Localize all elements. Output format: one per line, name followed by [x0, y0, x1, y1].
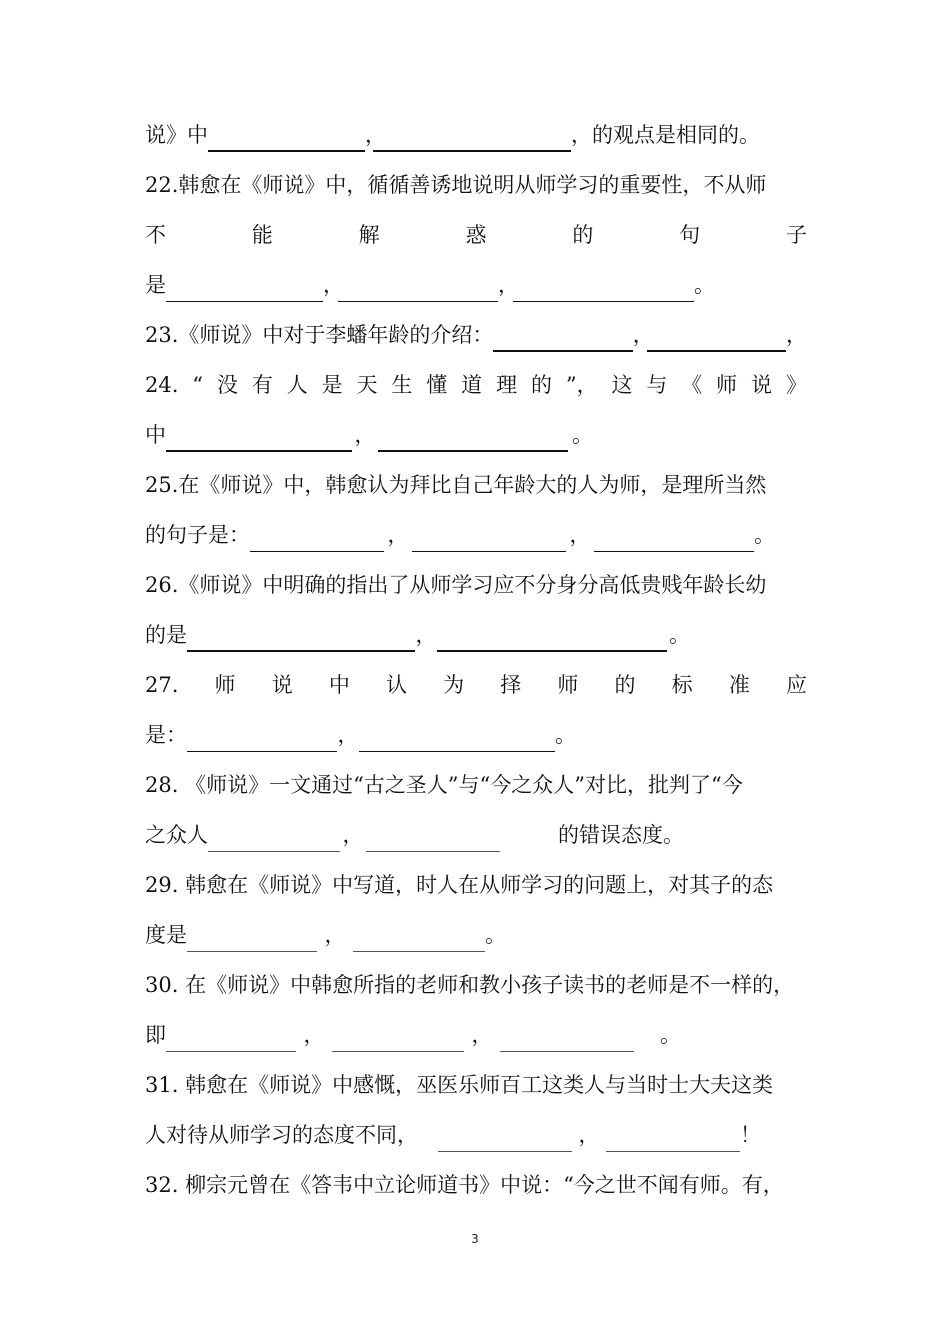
q25-comma-2: ，	[569, 523, 591, 547]
q31-line-1: 31. 韩愈在《师说》中感慨，巫医乐师百工这类人与当时士大夫这类	[145, 1073, 774, 1097]
q22-comma-1: ，	[323, 273, 344, 297]
q23-lead: 23.《师说》中对于李蟠年龄的介绍：	[145, 323, 494, 347]
q27-number: 27.	[145, 673, 179, 697]
q30-blank-2[interactable]	[332, 1032, 464, 1052]
q27-char: 师	[557, 673, 579, 697]
q30-comma-2: ，	[471, 1023, 493, 1047]
q30-blank-1[interactable]	[166, 1032, 296, 1052]
q22-lead: 是	[145, 273, 166, 297]
q30-line-1: 30. 在《师说》中韩愈所指的老师和教小孩子读书的老师是不一样的，	[145, 973, 795, 997]
q26-blank-2[interactable]	[437, 632, 667, 652]
q24-line-1	[145, 368, 807, 402]
q27-char: 准	[728, 673, 750, 697]
q32-line-1: 32. 柳宗元曾在《答韦中立论师道书》中说：“今之世不闻有师。有，	[145, 1173, 784, 1197]
q31-comma: ，	[578, 1123, 600, 1147]
q28-line-1: 28. 《师说》一文通过“古之圣人”与“今之众人”对比，批判了“今	[145, 773, 743, 797]
q28-blank-1[interactable]	[208, 832, 340, 852]
q26-end: 。	[669, 623, 690, 647]
q22-char: 子	[785, 223, 807, 247]
q27-char: 择	[500, 673, 522, 697]
q21-blank-1[interactable]	[208, 132, 365, 152]
q23-comma-1: ，	[632, 323, 654, 347]
q24-end: 。	[572, 423, 593, 447]
q27-char: 说	[271, 673, 293, 697]
q25-line-2	[145, 518, 807, 552]
q24-char: 这	[611, 373, 633, 397]
q25-line-1: 25.在《师说》中，韩愈认为拜比自己年龄大的人为师，是理所当然	[145, 473, 767, 497]
q24-char: 《	[681, 373, 703, 397]
q29-blank-1[interactable]	[187, 932, 317, 952]
q30-comma-1: ，	[303, 1023, 325, 1047]
q24-char: 懂	[426, 373, 448, 397]
q31-blank-2[interactable]	[606, 1132, 740, 1152]
q31-line-2	[145, 1118, 807, 1152]
q21-tail: ，的观点是相同的。	[571, 123, 760, 147]
q24-char: 没	[216, 373, 238, 397]
q30-line-2	[145, 1018, 807, 1052]
q22-blank-2[interactable]	[338, 282, 498, 302]
q22-char: 的	[572, 223, 594, 247]
q22-comma-2: ，	[498, 273, 519, 297]
q27-char: 为	[443, 673, 465, 697]
q24-char: 的	[530, 373, 552, 397]
q27-char: 中	[328, 673, 350, 697]
q22-char: 解	[358, 223, 380, 247]
q23-blank-2[interactable]	[647, 332, 786, 352]
q24-comma: ，	[354, 423, 376, 447]
q27-char: 应	[785, 673, 807, 697]
q26-blank-1[interactable]	[187, 632, 415, 652]
q22-blank-1[interactable]	[166, 282, 323, 302]
q27-blank-2[interactable]	[359, 732, 555, 752]
q28-blank-2[interactable]	[366, 832, 500, 852]
q27-line-2	[145, 718, 807, 752]
q24-char: “	[192, 373, 204, 397]
q30-end: 。	[660, 1023, 681, 1047]
q24-char: ”，	[565, 373, 598, 397]
q24-char: 天	[356, 373, 378, 397]
q25-blank-3[interactable]	[594, 532, 754, 552]
q31-lead: 人对待从师学习的态度不同，	[145, 1123, 418, 1147]
q27-char: 认	[385, 673, 407, 697]
q24-char: 理	[496, 373, 518, 397]
q21-blank-2[interactable]	[373, 132, 571, 152]
q27-end: 。	[555, 723, 576, 747]
q24-line-2	[145, 418, 807, 452]
q26-comma: ，	[415, 623, 437, 647]
q25-blank-1[interactable]	[250, 532, 384, 552]
q27-line-1	[145, 668, 807, 702]
q29-line-1: 29. 韩愈在《师说》中写道，时人在从师学习的问题上，对其子的态	[145, 873, 774, 897]
q24-char: 是	[321, 373, 343, 397]
q24-char: 人	[286, 373, 308, 397]
q28-end: 的错误态度。	[558, 823, 684, 847]
q22-line-2	[145, 218, 807, 252]
q23-blank-1[interactable]	[493, 332, 632, 352]
q25-blank-2[interactable]	[412, 532, 566, 552]
q25-lead: 的句子是：	[145, 523, 250, 547]
q22-char: 不	[145, 223, 166, 247]
q21-continuation	[145, 118, 807, 152]
q22-line-3	[145, 268, 807, 302]
q29-lead: 度是	[145, 923, 187, 947]
q27-char: 师	[214, 673, 236, 697]
q29-end: 。	[485, 923, 506, 947]
q26-line-2	[145, 618, 807, 652]
q27-char: 标	[671, 673, 693, 697]
q29-blank-2[interactable]	[353, 932, 485, 952]
q24-number: 24.	[145, 373, 179, 397]
q24-char: 与	[646, 373, 668, 397]
q30-blank-3[interactable]	[500, 1032, 634, 1052]
q27-comma: ，	[337, 723, 359, 747]
q27-blank-1[interactable]	[187, 732, 337, 752]
q24-lead: 中	[145, 423, 166, 447]
q24-blank-1[interactable]	[166, 432, 352, 452]
q25-comma-1: ，	[387, 523, 409, 547]
q24-char: 道	[461, 373, 483, 397]
q24-char: 》	[785, 373, 807, 397]
q22-char: 句	[679, 223, 701, 247]
q22-line-1: 22.韩愈在《师说》中，循循善诱地说明从师学习的重要性，不从师	[145, 173, 767, 197]
q26-line-1: 26.《师说》中明确的指出了从师学习应不分身分高低贵贱年龄长幼	[145, 573, 767, 597]
q24-char: 有	[251, 373, 273, 397]
q28-line-2	[145, 818, 807, 852]
q22-char: 惑	[465, 223, 487, 247]
q24-char: 生	[391, 373, 413, 397]
q31-blank-1[interactable]	[438, 1132, 572, 1152]
q29-comma: ，	[324, 923, 346, 947]
q27-char: 的	[614, 673, 636, 697]
q27-lead: 是：	[145, 723, 187, 747]
q28-comma: ，	[342, 823, 364, 847]
q28-lead: 之众人	[145, 823, 208, 847]
q31-end: ！	[740, 1123, 761, 1147]
q22-char: 能	[251, 223, 273, 247]
q29-line-2	[145, 918, 807, 952]
page-number: 3	[471, 1232, 479, 1246]
q24-blank-2[interactable]	[378, 432, 568, 452]
q23-line	[145, 318, 807, 352]
q22-end: 。	[694, 273, 715, 297]
q21-comma: ，	[365, 123, 386, 147]
q30-lead: 即	[145, 1023, 166, 1047]
q24-char: 师	[716, 373, 738, 397]
q21-lead: 说》中	[145, 123, 208, 147]
q25-end: 。	[754, 523, 775, 547]
q23-comma-2: ，	[786, 323, 807, 347]
q22-blank-3[interactable]	[513, 282, 694, 302]
q24-char: 说	[751, 373, 773, 397]
q26-lead: 的是	[145, 623, 187, 647]
